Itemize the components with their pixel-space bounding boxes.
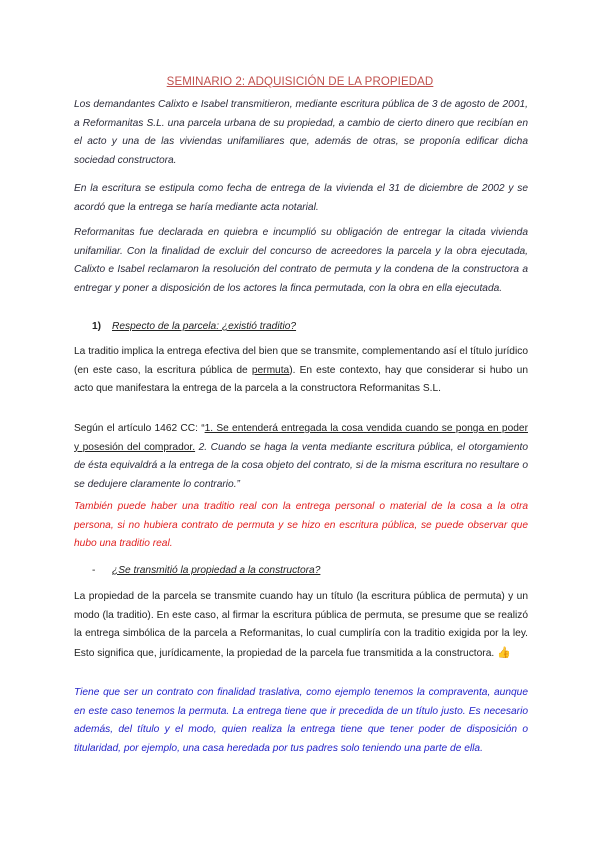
intro-paragraph-1: Los demandantes Calixto e Isabel transmitieron, mediante escritura pública de 3 de agosto de 2001, a Reformanitas S.L. una parcela urbana de su propiedad, a cambio de cierto dinero que recibían en el acto y una de las viviendas unifamiliares que, además de otras, se proponía edificar dicha sociedad constructora. [74,99,528,166]
section-1-heading [92,318,296,336]
article-1462-clause-2: 2. Cuando se haga la venta mediante escritura pública, el otorgamiento de ésta equivaldrá a la entrega de la cosa objeto del contrato, si de la misma escritura no resultare o se dedujere claramente lo contrario.” [74,441,529,490]
intro-paragraph-2: En la escritura se estipula como fecha de entrega de la vivienda el 31 de diciembre de 2002 y se acordó que la entrega se haría mediante acta notarial. [74,183,528,213]
section-2-bullet: - [92,565,96,576]
thumbs-up-icon: 👍 [497,646,511,659]
section-1-paragraph-2 [74,420,528,494]
section-2-note: Tiene que ser un contrato con finalidad traslativa, como ejemplo tenemos la compraventa, aunque en este caso tenemos la permuta. La entrega tiene que ir precedida de un título justo. Es necesario además, del título y el modo, quien realiza la entrega tiene que tener poder de disposición o titularidad, por ejemplo, una casa heredada por tus padres solo teniendo una parte de ella. [74,687,528,754]
article-1462-clause-1: 1. Se entenderá entregada la cosa vendida cuando se ponga en poder y posesión del comprador. [74,423,528,453]
section-2-paragraph-1 [74,588,528,663]
section-1-p1-end: ). En este contexto, hay que considerar si hubo un acto que manifestara la entrega de la parcela a la constructora Reformanitas S.L. [74,364,528,395]
page-title: SEMINARIO 2: ADQUISICIÓN DE LA PROPIEDAD [166,76,434,88]
section-1-paragraph-1 [74,343,528,399]
section-1-p1-start: La traditio implica la entrega efectiva del bien que se transmite, complementando así el título jurídico (en este caso, la escritura pública de [74,346,528,376]
article-1462-intro: Según el artículo 1462 CC: “ [74,423,205,434]
permuta-underlined-term: permuta [251,364,290,376]
section-2-p1-text: La propiedad de la parcela se transmite cuando hay un título (la escritura pública de permuta) y un modo (la traditio). En este caso, al firmar la escritura pública de permuta, se presume que se realizó la entrega simbólica de la parcela a Reformanitas, lo cual cumpliría con la traditio exigida por la ley. Esto significa que, jurídicamente, la propiedad de la parcela fue transmitida a la constructora. [74,591,528,659]
section-2-heading-text: ¿Se transmitió la propiedad a la constructora? [112,565,321,576]
intro-paragraph-3: Reformanitas fue declarada en quiebra e incumplió su obligación de entregar la citada vivienda unifamiliar. Con la finalidad de excluir del concurso de acreedores la parcela y la obra ejecutada, Calixto e Isabel reclamaron la resolución del contrato de permuta y la condena de la constructora a entregar y poner a disposición de los actores la finca permutada, con la obra en ella ejecutada. [74,227,528,294]
section-1-note: También puede haber una traditio real con la entrega personal o material de la cosa a la otra persona, si no hubiera contrato de permuta y se hizo en escritura pública, se puede observar que hubo una traditio real. [74,501,528,550]
section-1-number: 1) [92,321,102,332]
section-1-heading-text: Respecto de la parcela: ¿existió traditio? [112,321,297,332]
section-2-heading [92,562,320,580]
